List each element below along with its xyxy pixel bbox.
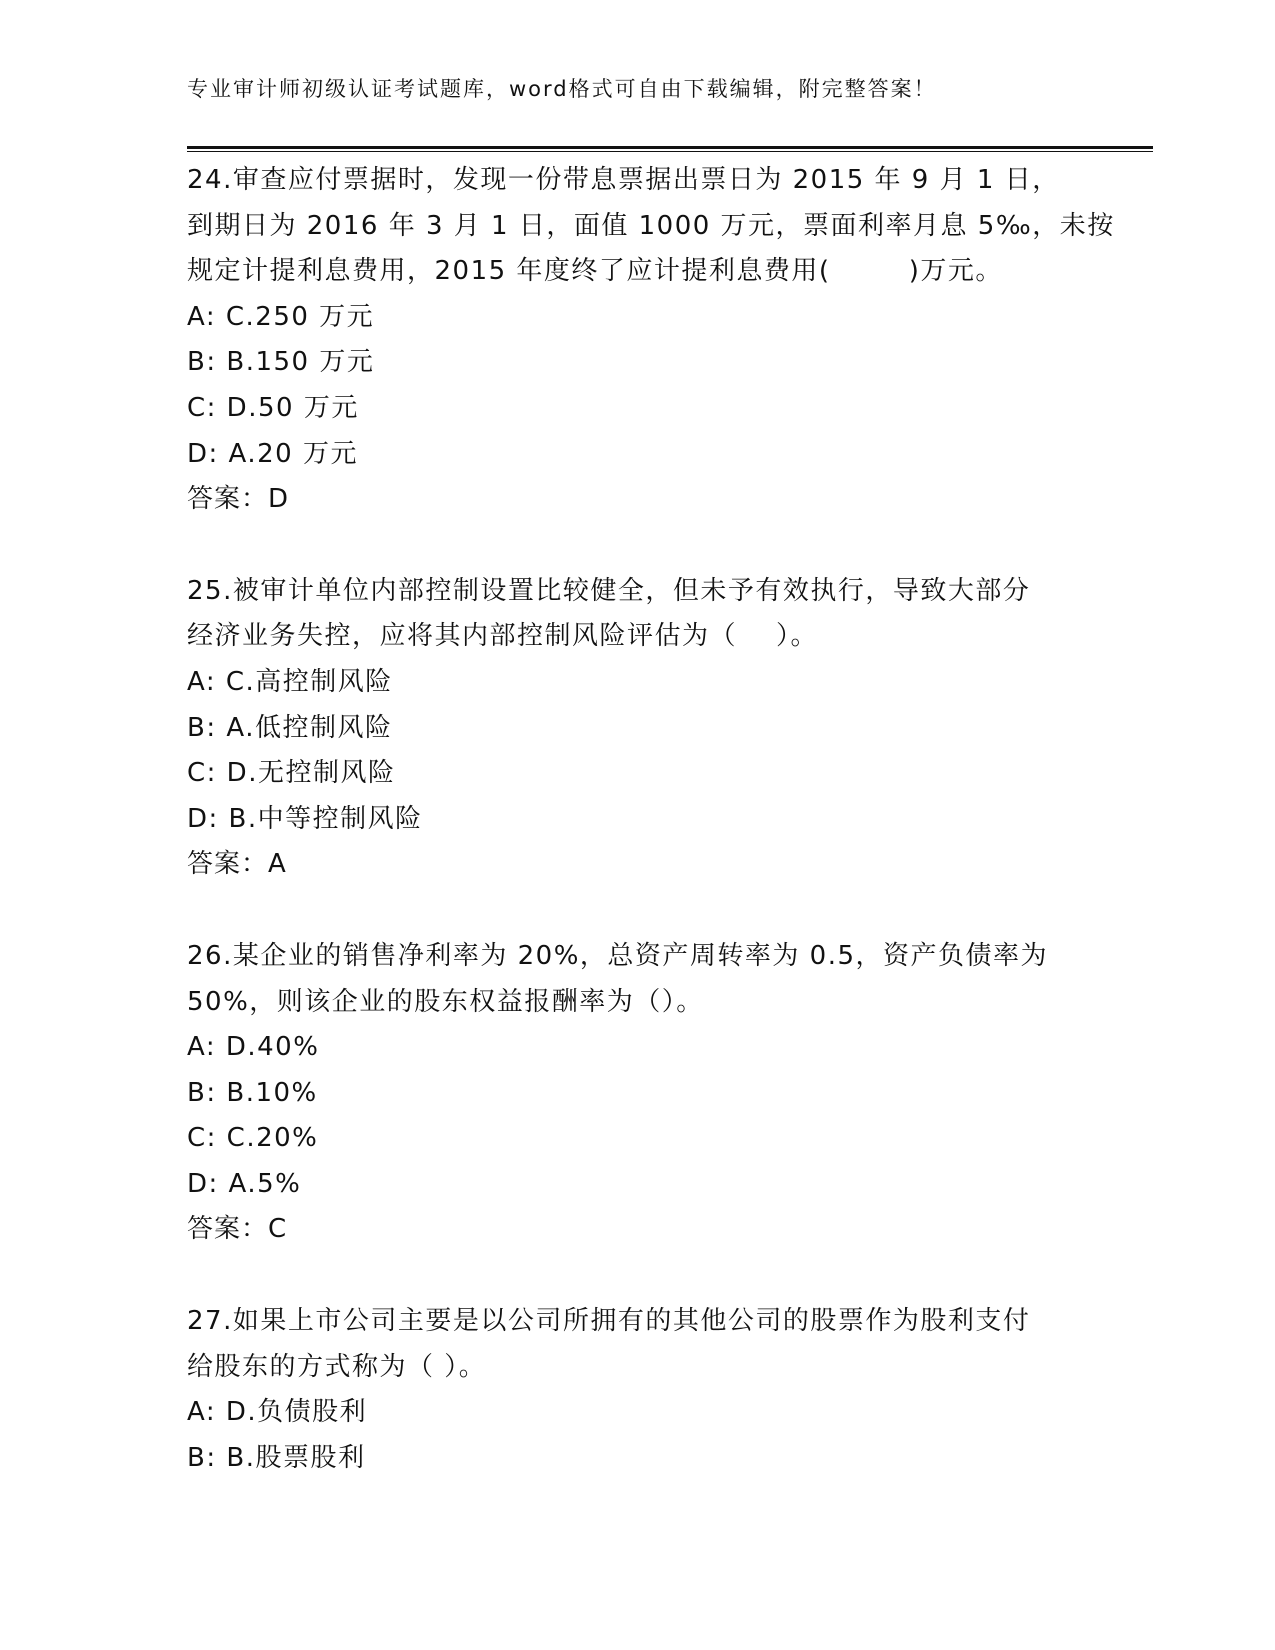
option-b: B: B.10%: [187, 1077, 318, 1108]
question-stem-line: 26.某企业的销售净利率为 20%，总资产周转率为 0.5，资产负债率为: [187, 940, 1049, 971]
question-stem-line: 27.如果上市公司主要是以公司所拥有的其他公司的股票作为股利支付: [187, 1306, 1031, 1337]
question-24: [187, 158, 1115, 523]
question-list: [187, 158, 1115, 1527]
option-b: B: B.150 万元: [187, 347, 375, 378]
option-c: C: D.50 万元: [187, 392, 359, 423]
header-rule-thin: [187, 151, 1153, 152]
question-25: [187, 569, 1087, 888]
option-a: A: C.高控制风险: [187, 666, 393, 697]
header-rule-thick: [187, 146, 1153, 149]
option-c: C: D.无控制风险: [187, 758, 396, 789]
option-b: B: B.股票股利: [187, 1442, 366, 1473]
question-stem-line: 给股东的方式称为（ ）。: [187, 1351, 487, 1382]
question-stem-line: 经济业务失控，应将其内部控制风险评估为（ ）。: [187, 621, 819, 652]
option-d: D: A.20 万元: [187, 438, 358, 469]
question-stem-line: 规定计提利息费用，2015 年度终了应计提利息费用( )万元。: [187, 256, 1003, 287]
option-b: B: A.低控制风险: [187, 712, 393, 743]
option-a: A: C.250 万元: [187, 301, 375, 332]
question-stem-line: 50%，则该企业的股东权益报酬率为（）。: [187, 986, 704, 1017]
option-c: C: C.20%: [187, 1123, 319, 1154]
option-d: D: B.中等控制风险: [187, 803, 423, 834]
question-stem-line: 到期日为 2016 年 3 月 1 日，面值 1000 万元，票面利率月息 5‰，未按: [187, 210, 1115, 241]
question-stem-line: 25.被审计单位内部控制设置比较健全，但未予有效执行，导致大部分: [187, 575, 1031, 606]
question-27: [187, 1299, 1087, 1481]
question-26: [187, 934, 1087, 1253]
option-a: A: D.负债股利: [187, 1397, 368, 1428]
answer: 答案：D: [187, 484, 290, 515]
question-stem-line: 24.审查应付票据时，发现一份带息票据出票日为 2015 年 9 月 1 日，: [187, 165, 1060, 195]
option-d: D: A.5%: [187, 1168, 302, 1199]
answer: 答案：A: [187, 849, 287, 880]
option-a: A: D.40%: [187, 1032, 320, 1063]
answer: 答案：C: [187, 1214, 288, 1245]
page-header: 专业审计师初级认证考试题库，word格式可自由下载编辑，附完整答案！: [187, 77, 937, 101]
